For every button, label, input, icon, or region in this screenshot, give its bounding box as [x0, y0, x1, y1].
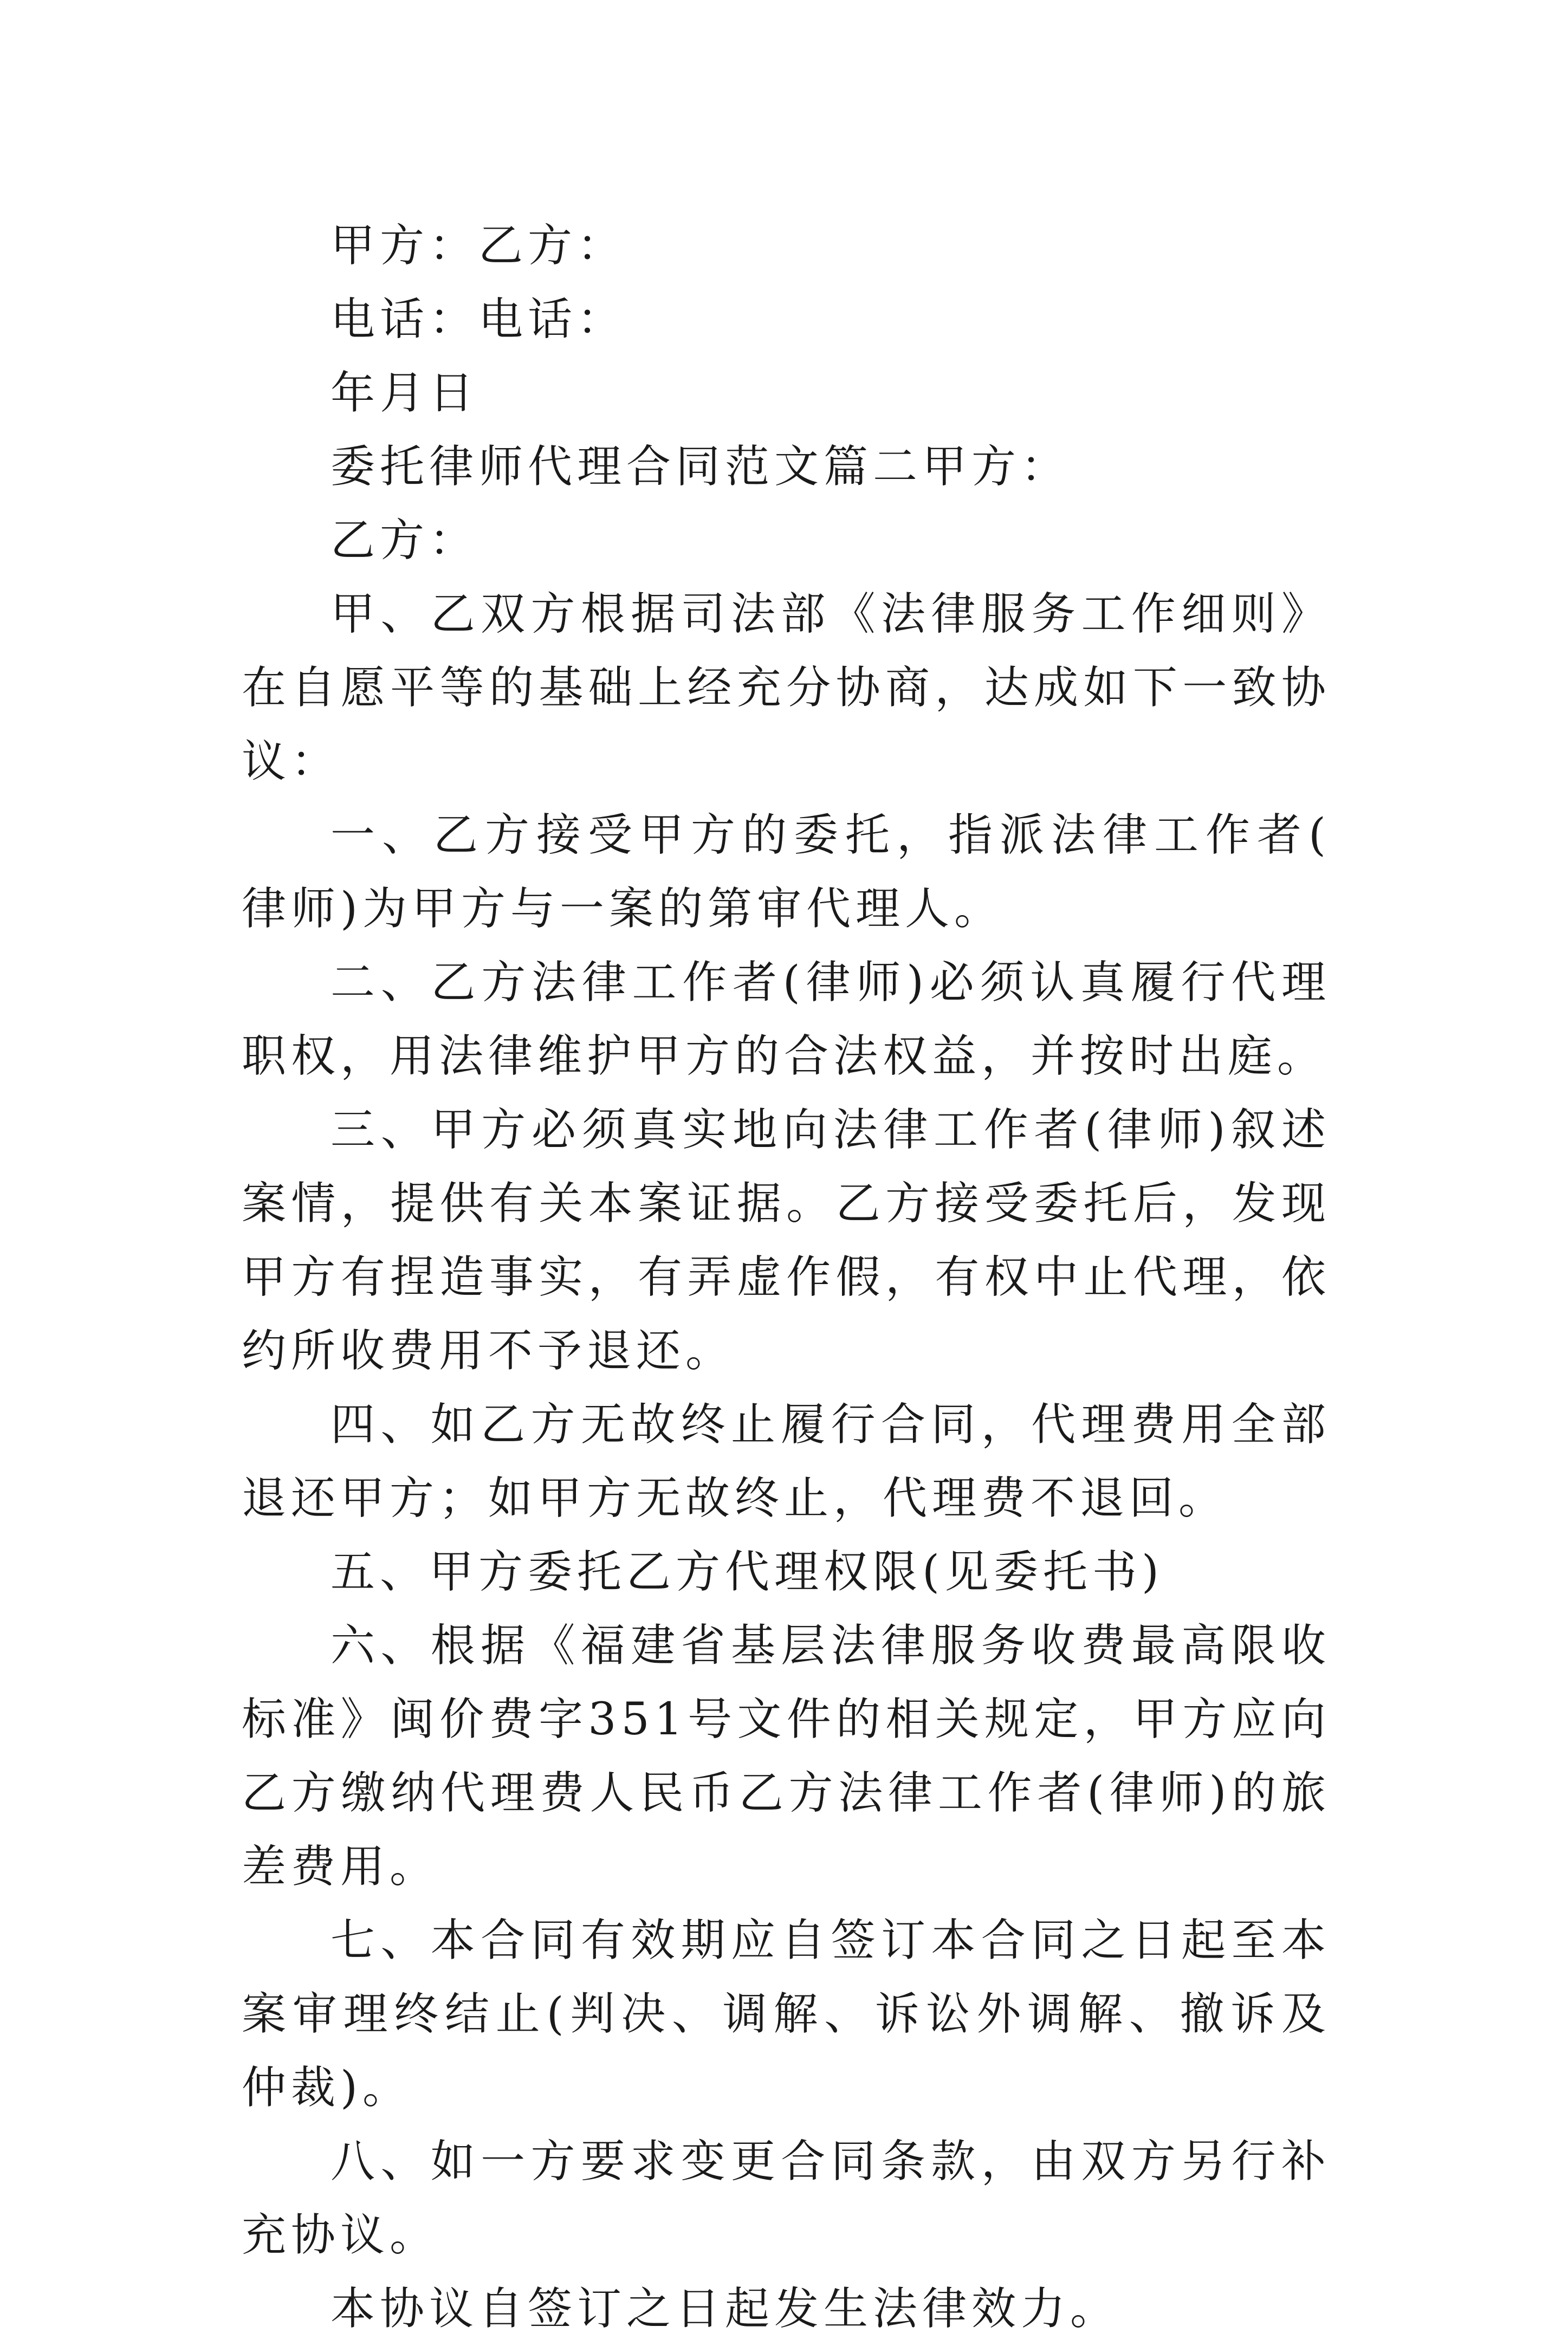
contract-title-line: 委托律师代理合同范文篇二甲方：	[331, 441, 1071, 492]
clause-6: 六、根据《福建省基层法律服务收费最高限收标准》闽价费字351号文件的相关规定，甲方应向乙方缴纳代理费人民币乙方法律工作者(律师)的旅差费用。	[242, 1620, 1331, 1893]
effective-clause: 本协议自签订之日起发生法律效力。	[331, 2283, 1120, 2335]
party-b-line: 乙方：	[331, 515, 479, 566]
preamble-paragraph: 甲、乙双方根据司法部《法律服务工作细则》在自愿平等的基础上经充分协商，达成如下一致协议：	[242, 588, 1331, 787]
party-line: 甲方：乙方：	[331, 220, 627, 271]
clause-7: 七、本合同有效期应自签订本合同之日起至本案审理终结止(判决、调解、诉讼外调解、撤诉及仲裁)。	[242, 1915, 1331, 2114]
clause-2: 二、乙方法律工作者(律师)必须认真履行代理职权，用法律维护甲方的合法权益，并按时出庭。	[242, 957, 1331, 1082]
phone-line: 电话：电话：	[331, 294, 627, 345]
clause-3: 三、甲方必须真实地向法律工作者(律师)叙述案情，提供有关本案证据。乙方接受委托后，发现甲方有捏造事实，有弄虚作假，有权中止代理，依约所收费用不予退还。	[242, 1104, 1331, 1377]
document-body	[242, 209, 1331, 2346]
date-line: 年月日	[331, 367, 479, 419]
clause-4: 四、如乙方无故终止履行合同，代理费用全部退还甲方；如甲方无故终止，代理费不退回。	[242, 1399, 1331, 1524]
clause-8: 八、如一方要求变更合同条款，由双方另行补充协议。	[242, 2136, 1331, 2261]
clause-5: 五、甲方委托乙方代理权限(见委托书)	[331, 1546, 1164, 1598]
clause-1: 一、乙方接受甲方的委托，指派法律工作者(律师)为甲方与一案的第审代理人。	[242, 809, 1331, 935]
